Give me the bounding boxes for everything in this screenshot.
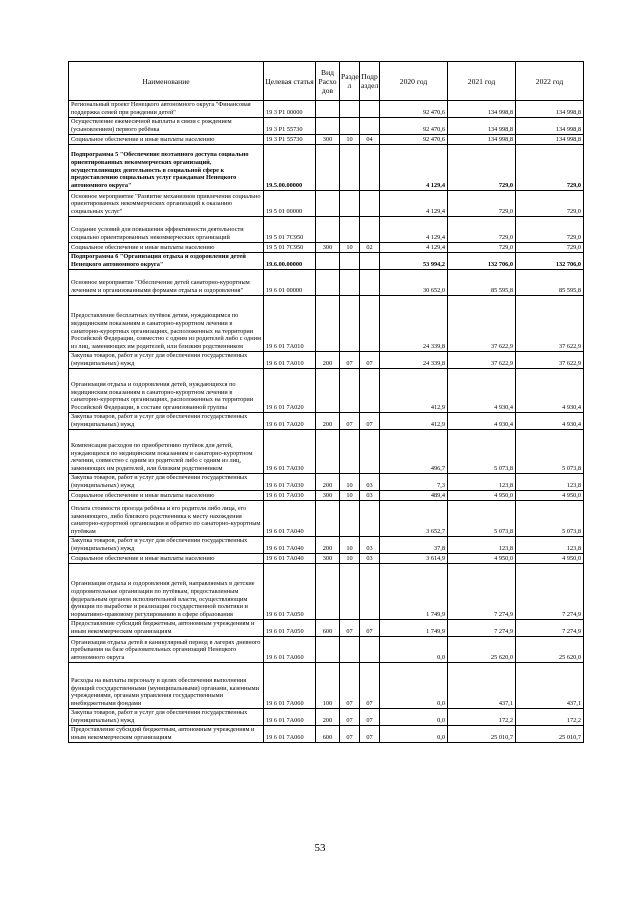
cell-2022: 4 930,4 [516,369,584,413]
table-body [69,101,584,743]
cell-target: 19 6 01 7A060 [264,663,316,709]
cell-type: 200 [316,352,340,369]
table-row [69,430,584,474]
cell-2022: 134 998,8 [516,101,584,118]
cell-type: 200 [316,537,340,554]
cell-type [316,270,340,296]
cell-name: Региональный проект Ненецкого автономного округа "Финансовая поддержка семей при рождении детей" [69,101,264,118]
cell-2020: 92 470,6 [380,118,448,135]
cell-section: 10 [340,135,360,145]
cell-2021: 123,8 [448,537,516,554]
cell-target: 19 3 P1 55730 [264,118,316,135]
cell-name: Социальное обеспечение и иные выплаты населению [69,491,264,501]
cell-name: Закупка товаров, работ и услуг для обеспечения государственных (муниципальных) нужд [69,413,264,430]
cell-target: 19 6 01 7A060 [264,709,316,726]
cell-section: 07 [340,726,360,743]
cell-subsection [360,270,380,296]
cell-target: 19 3 P1 00000 [264,101,316,118]
cell-2020: 24 339,8 [380,352,448,369]
cell-2022: 25 620,0 [516,637,584,663]
cell-2020: 7,3 [380,474,448,491]
cell-type: 600 [316,620,340,637]
cell-type [316,145,340,191]
cell-subsection [360,369,380,413]
page-number: 53 [314,842,326,854]
cell-2022: 134 998,8 [516,118,584,135]
cell-section [340,637,360,663]
cell-2021: 37 622,9 [448,296,516,352]
cell-subsection [360,564,380,620]
cell-2020: 92 470,6 [380,101,448,118]
cell-type [316,118,340,135]
header-target: Целевая статья [264,62,316,101]
cell-type [316,101,340,118]
cell-name: Оплата стоимости проезда ребёнка и его родителя либо лица, его заменяющего, либо близкого родственника к месту нахождения санаторно-курортной организации и обратно по санаторно-курортным путёвкам [69,501,264,537]
cell-type: 200 [316,413,340,430]
cell-section: 07 [340,620,360,637]
header-section: Разде л [340,62,360,101]
cell-2022: 4 950,0 [516,491,584,501]
cell-subsection: 07 [360,709,380,726]
cell-section: 07 [340,709,360,726]
cell-2022: 37 622,9 [516,296,584,352]
cell-2020: 4 129,4 [380,243,448,253]
cell-2020: 489,4 [380,491,448,501]
table-row [69,501,584,537]
cell-subsection [360,501,380,537]
cell-2020: 4 129,4 [380,191,448,217]
header-2021: 2021 год [448,62,516,101]
cell-2022: 37 622,9 [516,352,584,369]
cell-2020: 412,9 [380,413,448,430]
table-row [69,554,584,564]
cell-2022: 134 998,8 [516,135,584,145]
cell-target: 19.5.00.00000 [264,145,316,191]
table-row [69,145,584,191]
cell-name: Закупка товаров, работ и услуг для обеспечения государственных (муниципальных) нужд [69,709,264,726]
cell-subsection [360,253,380,270]
cell-type: 200 [316,709,340,726]
cell-2021: 5 073,8 [448,430,516,474]
cell-2021: 729,0 [448,243,516,253]
cell-target: 19 6 01 7A030 [264,430,316,474]
cell-target: 19 6 01 7A050 [264,620,316,637]
cell-subsection [360,637,380,663]
table-row [69,352,584,369]
cell-name: Основное мероприятие "Обеспечение детей санаторно-курортным лечением и организованными формами отдыха и оздоровления" [69,270,264,296]
cell-name: Закупка товаров, работ и услуг для обеспечения государственных (муниципальных) нужд [69,537,264,554]
cell-target: 19 6 01 7A060 [264,726,316,743]
cell-type: 300 [316,135,340,145]
cell-target: 19 6 01 7A010 [264,352,316,369]
cell-2021: 5 073,8 [448,501,516,537]
cell-section [340,564,360,620]
cell-2020: 53 994,2 [380,253,448,270]
cell-2020: 30 652,0 [380,270,448,296]
cell-section [340,217,360,243]
cell-name: Осуществление ежемесячной выплаты в связи с рождением (усыновлением) первого ребёнка [69,118,264,135]
cell-2022: 25 010,7 [516,726,584,743]
table-row [69,564,584,620]
cell-target: 19 6 01 7A050 [264,564,316,620]
cell-name: Создание условий для повышения эффективности деятельности социально ориентированных некоммерческих организаций [69,217,264,243]
table-row [69,709,584,726]
cell-2021: 4 950,0 [448,554,516,564]
cell-2022: 729,0 [516,217,584,243]
cell-name: Подпрограмма 5 "Обеспечение поэтапного доступа социально ориентированных некоммерческих организаций, осуществляющих деятельность в социальной сфере к предоставлению социальных услуг гражданам Ненецкого автономного округа" [69,145,264,191]
cell-target: 19 6 01 00000 [264,270,316,296]
cell-subsection: 03 [360,491,380,501]
cell-name: Социальное обеспечение и иные выплаты населению [69,135,264,145]
table-row [69,413,584,430]
cell-2020: 37,8 [380,537,448,554]
cell-2022: 4 950,0 [516,554,584,564]
cell-2021: 172,2 [448,709,516,726]
cell-2020: 24 339,8 [380,296,448,352]
table-row [69,243,584,253]
cell-name: Предоставление субсидий бюджетным, автономным учреждениям и иным некоммерческим организациям [69,620,264,637]
cell-subsection [360,430,380,474]
cell-2020: 3 614,9 [380,554,448,564]
cell-subsection [360,101,380,118]
header-subsection: Подр аздел [360,62,380,101]
cell-section [340,191,360,217]
cell-2021: 134 998,8 [448,135,516,145]
cell-name: Компенсация расходов по приобретению путёвок для детей, нуждающихся по медицинским показаниям в санаторно-курортном лечении, совместно с одним из родителей либо с одним из лиц, заменяющих им родителей, или близким родственником [69,430,264,474]
cell-2022: 172,2 [516,709,584,726]
cell-type [316,217,340,243]
cell-2022: 729,0 [516,191,584,217]
cell-type: 300 [316,554,340,564]
cell-2021: 25 620,0 [448,637,516,663]
table-row [69,101,584,118]
cell-section: 10 [340,554,360,564]
cell-type: 100 [316,663,340,709]
table-row [69,369,584,413]
cell-type: 600 [316,726,340,743]
table-row [69,270,584,296]
cell-name: Подпрограмма 6 "Организация отдыха и оздоровления детей Ненецкого автономного округа" [69,253,264,270]
header-type: Вид Расхо дов [316,62,340,101]
cell-section [340,430,360,474]
cell-section: 10 [340,243,360,253]
cell-name: Социальное обеспечение и иные выплаты населению [69,554,264,564]
cell-section: 07 [340,663,360,709]
cell-section [340,118,360,135]
cell-2020: 3 652,7 [380,501,448,537]
cell-type [316,430,340,474]
cell-2020: 0,0 [380,709,448,726]
cell-subsection: 03 [360,537,380,554]
cell-section: 10 [340,474,360,491]
cell-type: 200 [316,474,340,491]
table-row [69,726,584,743]
header-2020: 2020 год [380,62,448,101]
cell-name: Организация отдыха детей в каникулярный период в лагерях дневного пребывания на базе образовательных организаций Ненецкого автономного округа [69,637,264,663]
cell-subsection: 07 [360,663,380,709]
cell-2021: 7 274,9 [448,564,516,620]
cell-subsection: 07 [360,726,380,743]
table-row [69,537,584,554]
table-row [69,217,584,243]
cell-subsection: 03 [360,554,380,564]
cell-2021: 37 622,9 [448,352,516,369]
cell-name: Предоставление бесплатных путёвок детям, нуждающимся по медицинским показаниям в санаторно-курортном лечении в санаторно-курортных организациях, расположенных на территории Российской Федерации, совместно с одним из родителей либо с одним из лиц, заменяющих им родителей, или близким родственником [69,296,264,352]
cell-2020: 496,7 [380,430,448,474]
cell-type [316,253,340,270]
cell-type: 300 [316,491,340,501]
cell-target: 19 6 01 7A040 [264,537,316,554]
cell-2022: 437,1 [516,663,584,709]
table-row [69,296,584,352]
cell-section [340,145,360,191]
cell-2022: 7 274,9 [516,564,584,620]
cell-subsection [360,118,380,135]
cell-section: 10 [340,491,360,501]
cell-type [316,191,340,217]
cell-subsection [360,296,380,352]
cell-2022: 4 930,4 [516,413,584,430]
table-row [69,663,584,709]
cell-type [316,369,340,413]
cell-type [316,296,340,352]
table-row [69,637,584,663]
cell-2020: 412,9 [380,369,448,413]
cell-2022: 132 706,0 [516,253,584,270]
cell-subsection: 07 [360,620,380,637]
cell-2021: 729,0 [448,191,516,217]
cell-target: 19 3 P1 55730 [264,135,316,145]
budget-table [68,61,584,743]
table-row [69,135,584,145]
cell-2020: 4 129,4 [380,217,448,243]
cell-2021: 123,8 [448,474,516,491]
cell-target: 19 6 01 7A060 [264,637,316,663]
cell-2022: 729,0 [516,145,584,191]
cell-2021: 4 930,4 [448,413,516,430]
cell-2021: 4 950,0 [448,491,516,501]
cell-2022: 5 073,8 [516,501,584,537]
cell-2021: 134 998,8 [448,118,516,135]
table-header-row [69,62,584,101]
cell-section [340,369,360,413]
cell-target: 19 6 01 7A040 [264,501,316,537]
cell-subsection [360,217,380,243]
cell-2021: 729,0 [448,217,516,243]
cell-name: Закупка товаров, работ и услуг для обеспечения государственных (муниципальных) нужд [69,474,264,491]
cell-subsection: 03 [360,474,380,491]
cell-type [316,637,340,663]
cell-section: 07 [340,352,360,369]
table-row [69,491,584,501]
cell-2021: 134 998,8 [448,101,516,118]
cell-2022: 85 595,8 [516,270,584,296]
cell-section [340,296,360,352]
cell-type [316,564,340,620]
cell-section [340,253,360,270]
cell-target: 19.6.00.00000 [264,253,316,270]
table-row [69,474,584,491]
cell-2022: 123,8 [516,537,584,554]
cell-section [340,501,360,537]
header-name: Наименование [69,62,264,101]
cell-section: 10 [340,537,360,554]
cell-2021: 132 706,0 [448,253,516,270]
cell-target: 19 6 01 7A020 [264,413,316,430]
cell-2021: 25 010,7 [448,726,516,743]
cell-2021: 437,1 [448,663,516,709]
cell-target: 19 6 01 7A030 [264,491,316,501]
cell-subsection: 02 [360,243,380,253]
cell-subsection: 04 [360,135,380,145]
cell-name: Организация отдыха и оздоровления детей, направляемых в детские оздоровительные организации по путёвкам, предоставленным федеральным органом исполнительной власти, осуществляющим функции по выработке и реализации государственной политики и нормативно-правовому регулированию в сфере образования [69,564,264,620]
cell-2021: 729,0 [448,145,516,191]
cell-section [340,270,360,296]
cell-section [340,101,360,118]
cell-target: 19 6 01 7A040 [264,554,316,564]
cell-2022: 123,8 [516,474,584,491]
cell-name: Социальное обеспечение и иные выплаты населению [69,243,264,253]
cell-name: Предоставление субсидий бюджетным, автономным учреждениям и иным некоммерческим организациям [69,726,264,743]
cell-target: 19 5 01 7C950 [264,243,316,253]
cell-name: Организация отдыха и оздоровления детей, нуждающихся по медицинским показаниям в санаторно-курортном лечении в санаторно-курортных организациях, расположенных на территории Российской Федерации, в составе организованной группы [69,369,264,413]
cell-section: 07 [340,413,360,430]
table-row [69,191,584,217]
cell-2022: 5 073,8 [516,430,584,474]
cell-2022: 7 274,9 [516,620,584,637]
cell-2020: 1 749,9 [380,564,448,620]
cell-2020: 1 749,9 [380,620,448,637]
cell-2022: 729,0 [516,243,584,253]
table-row [69,620,584,637]
cell-type: 300 [316,243,340,253]
cell-target: 19 5 01 7C950 [264,217,316,243]
cell-subsection: 07 [360,413,380,430]
cell-target: 19 6 01 7A030 [264,474,316,491]
header-2022: 2022 год [516,62,584,101]
cell-2020: 0,0 [380,726,448,743]
cell-2021: 4 930,4 [448,369,516,413]
cell-subsection [360,191,380,217]
cell-subsection [360,145,380,191]
cell-name: Расходы на выплаты персоналу в целях обеспечения выполнения функций государственными (муниципальными) органами, казенными учреждениями, органами управления государственными внебюджетными фондами [69,663,264,709]
cell-target: 19 6 01 7A020 [264,369,316,413]
cell-target: 19 6 01 7A010 [264,296,316,352]
cell-target: 19 5 01 00000 [264,191,316,217]
cell-2020: 92 470,6 [380,135,448,145]
table-row [69,118,584,135]
cell-name: Основное мероприятие "Развитие механизмов привлечения социально ориентированных некоммерческих организаций к оказанию социальных услуг" [69,191,264,217]
cell-2020: 0,0 [380,637,448,663]
cell-2021: 85 595,8 [448,270,516,296]
table-row [69,253,584,270]
cell-2020: 0,0 [380,663,448,709]
cell-subsection: 07 [360,352,380,369]
cell-2021: 7 274,9 [448,620,516,637]
cell-name: Закупка товаров, работ и услуг для обеспечения государственных (муниципальных) нужд [69,352,264,369]
cell-2020: 4 129,4 [380,145,448,191]
cell-type [316,501,340,537]
